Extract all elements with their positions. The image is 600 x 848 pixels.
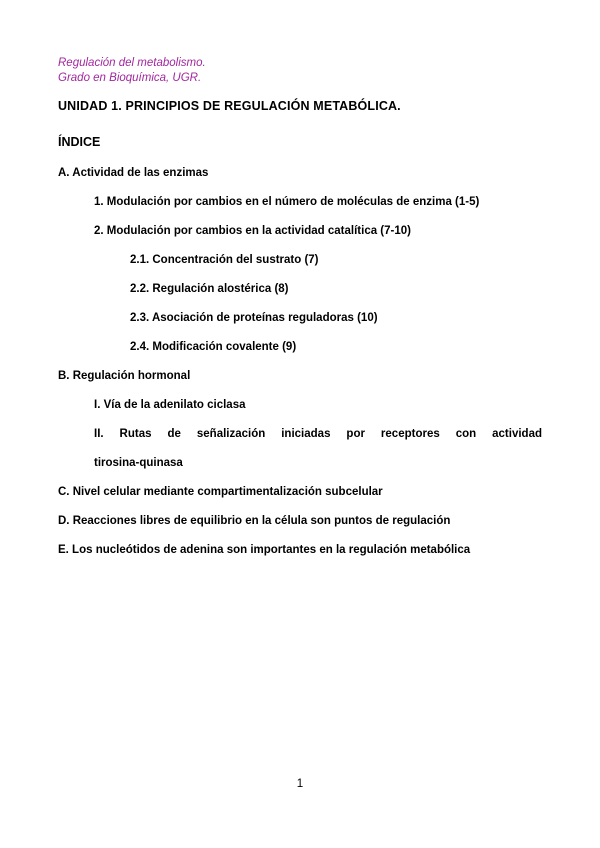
toc-item-a21: 2.1. Concentración del sustrato (7) bbox=[130, 254, 319, 266]
toc-section-d: D. Reacciones libres de equilibrio en la célula son puntos de regulación bbox=[58, 515, 451, 527]
toc-item-b2-line2: tirosina-quinasa bbox=[94, 457, 183, 469]
course-name: Regulación del metabolismo. bbox=[58, 57, 206, 69]
course-header bbox=[58, 56, 206, 86]
toc-item-b1: I. Vía de la adenilato ciclasa bbox=[94, 399, 246, 411]
page-number: 1 bbox=[296, 778, 304, 790]
toc-section-e: E. Los nucleótidos de adenina son importantes en la regulación metabólica bbox=[58, 544, 471, 556]
toc-item-b2-line1: II. Rutas de señalización iniciadas por receptores con actividad bbox=[94, 428, 542, 440]
toc-item-a23: 2.3. Asociación de proteínas reguladoras (10) bbox=[130, 312, 378, 324]
toc-section-b: B. Regulación hormonal bbox=[58, 370, 191, 382]
toc-item-a24: 2.4. Modificación covalente (9) bbox=[130, 341, 297, 353]
toc-section-a: A. Actividad de las enzimas bbox=[58, 167, 209, 179]
toc-item-a1: 1. Modulación por cambios en el número de moléculas de enzima (1-5) bbox=[94, 196, 480, 208]
toc-section-c: C. Nivel celular mediante compartimentalización subcelular bbox=[58, 486, 383, 498]
degree-name: Grado en Bioquímica, UGR. bbox=[58, 72, 202, 84]
toc-item-a2: 2. Modulación por cambios en la actividad catalítica (7-10) bbox=[94, 225, 411, 237]
index-heading: ÍNDICE bbox=[58, 135, 101, 149]
unit-title: UNIDAD 1. PRINCIPIOS DE REGULACIÓN METABÓLICA. bbox=[58, 99, 401, 113]
toc-item-a22: 2.2. Regulación alostérica (8) bbox=[130, 283, 289, 295]
